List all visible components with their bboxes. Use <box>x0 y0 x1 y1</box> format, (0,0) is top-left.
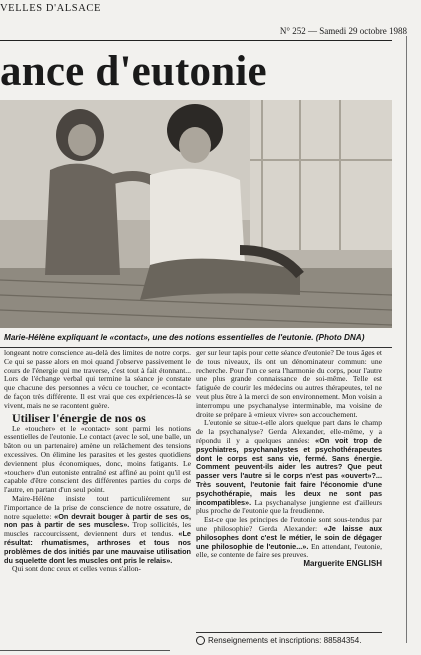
article-column-left <box>4 349 191 574</box>
paragraph-text: Trop sollicités, les muscles raccourcissent, deviennent durs et tendus. <box>4 520 191 539</box>
article-column-right <box>196 349 382 569</box>
info-footer <box>196 636 382 645</box>
photo-caption: Marie-Hélène expliquant le «contact», une des notions essentielles de l'eutonie. (Photo DNA) <box>4 333 365 342</box>
paragraph-text: L'eutonie se situe-t-elle alors quelque part dans le champ de la psychanalyse? Gerda Alexander, elle-même, y a répondu il y a quelques années: <box>196 418 382 445</box>
paragraph-text: La psychanalyse jungienne est d'ailleurs plus proche de l'eutonie que la freudienne. <box>196 497 382 516</box>
footer-text: Renseignements et inscriptions: 88584354. <box>208 636 362 645</box>
author-signature: Marguerite ENGLISH <box>303 559 382 569</box>
footer-divider <box>196 632 382 633</box>
page-edge <box>406 36 407 643</box>
article-photo <box>0 100 392 328</box>
paragraph: Le «toucher» et le «contact» sont parmi les notions essentielles de l'eutonie. Le contact (avec le sol, une balle, un bâton ou un partenaire) amène un relâchement des tensions excessives. On élimine les parasites et les gestes quotidiens deviennent plus économiques, donc, moins fatigants. Le «toucher» d'un eutoniste entraîné est affiné au point qu'il est capable d'être conscient des différentes parties du corps de l'autre, en partant d'un seul point. <box>4 423 191 495</box>
bottom-divider <box>0 650 170 651</box>
paragraph: ger sur leur tapis pour cette séance d'eutonie? De tous âges et de tous niveaux, ils ont un dénominateur commun: une recherche. Pour l'un ce sera l'harmonie du corps, pour l'autre une plus grande connaissance de soi-même. Telle est fatiguée de courir les médecins ou autres thérapeutes, tel ne veut plus être à la merci de son environnement. Mon voisin a interrompu une psychanalyse interminable, ma voisine de droite se prépare à «mieux vivre» son accouchement. <box>196 348 382 419</box>
quote-bold: «On voit trop de psychiatres, psychanalystes et psychothérapeutes dont le corps est sans vie, fermé. Sans énergie. Comment peuvent-ils aider les autres? Que peut passer vers l'autre si le corps n'est pas «ouvert»?... Très souvent, l'eutonie fait faire l'économie d'une psychothérapie, mais les deux ne sont pas incompatibles». <box>196 435 382 507</box>
paragraph-text: En attendant, l'eutonie, elle, se contente de faire ses preuves. <box>196 541 383 560</box>
bullet-circle-icon <box>196 636 205 645</box>
paragraph <box>196 516 382 560</box>
paragraph: Qui sont donc ceux et celles venus s'allon- <box>12 564 141 574</box>
quote-bold: «Je laisse aux philosophes dont c'est le métier, le soin de dégager une philosophie de l'eutonie...». <box>196 523 383 551</box>
quote-bold: «Le résultat: rhumatismes, arthroses et tous nos problèmes de dos initiés par une mauvaise utilisation du squelette dont les muscles ont pris le relais». <box>4 529 191 565</box>
quote-bold: «On devrait bouger à partir de ses os, non pas à partir de ses muscles». <box>4 511 191 530</box>
paragraph <box>196 419 382 516</box>
paragraph-text: Maire-Hélène insiste tout particulièrement sur l'importance de la prise de conscience de notre ossature, de notre squelette: <box>4 493 191 521</box>
header-divider <box>0 40 392 41</box>
issue-line: N° 252 — Samedi 29 octobre 1988 <box>279 26 407 36</box>
newspaper-name: VELLES D'ALSACE <box>0 3 102 14</box>
paragraph-text: Est-ce que les principes de l'eutonie sont sous-tendus par une philosophie? Gerda Alexander: <box>196 515 382 533</box>
article-title: ance d'eutonie <box>0 48 267 95</box>
section-subheading: Utiliser l'énergie de nos os <box>12 410 146 425</box>
paragraph <box>4 495 191 565</box>
paragraph: longeant notre conscience au-delà des limites de notre corps. Ce qui se passe alors en moi quand j'observe passivement le cours de l'énergie qui me traverse, c'est tout à fait étonnant... Lors de l'échange verbal qui termine la séance je constate que chacune des personnes a vécu ce toucher, ce «contact» de façon très différente. Il est vrai que ces expériences-là se vivent, mais ne se racontent guère. <box>4 348 191 410</box>
photo-of-two-women-icon <box>0 100 392 328</box>
